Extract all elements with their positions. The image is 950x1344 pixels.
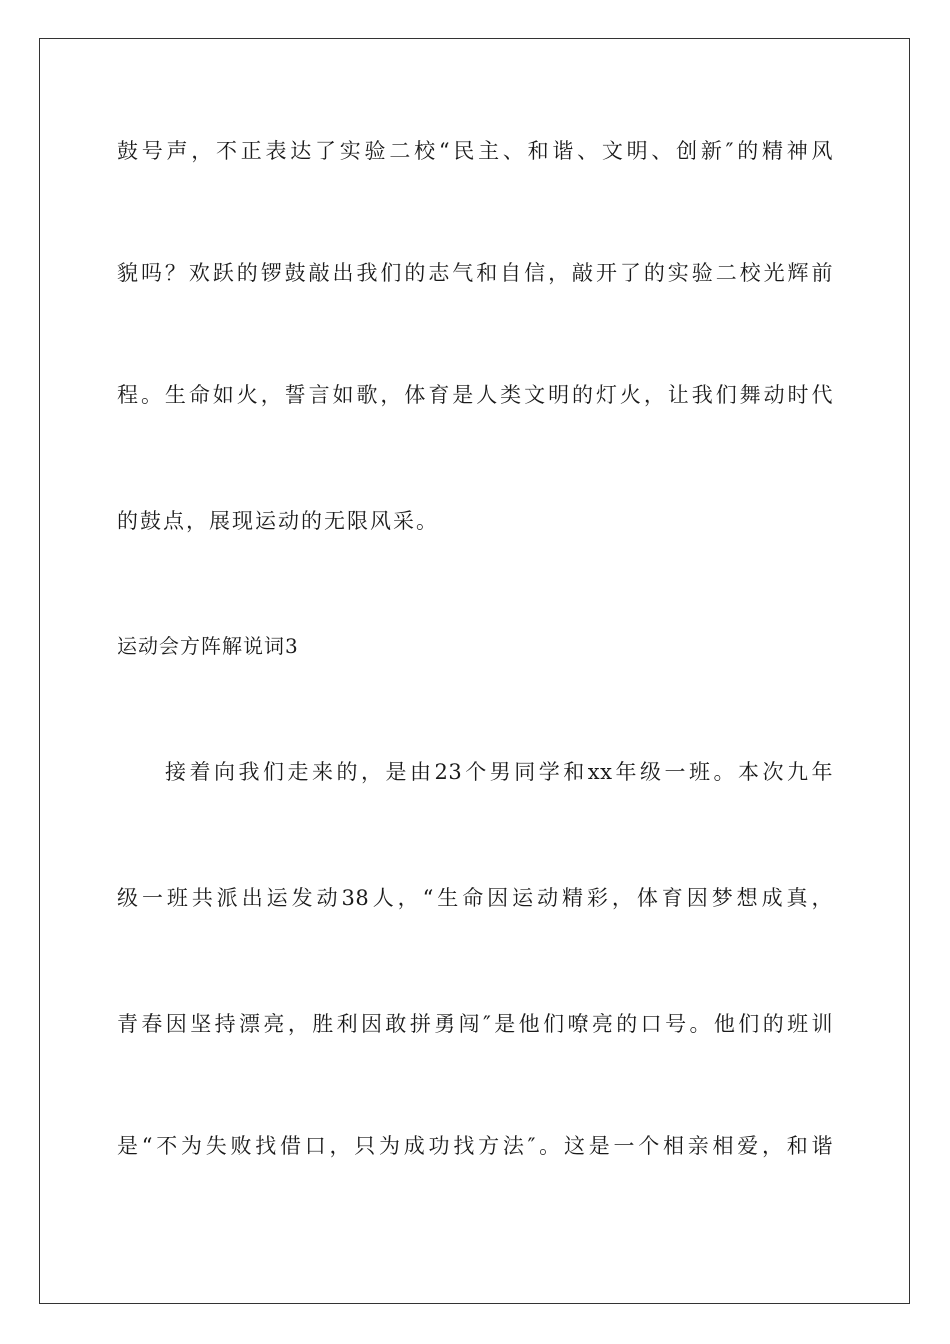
paragraph-1-line-1: 鼓号声，不正表达了实验二校“民主、和谐、文明、创新″的精神风 <box>117 139 833 163</box>
paragraph-1-line-4: 的鼓点，展现运动的无限风采。 <box>117 509 439 533</box>
paragraph-1-line-2: 貌吗？欢跃的锣鼓敲出我们的志气和自信，敲开了的实验二校光辉前 <box>117 261 833 285</box>
paragraph-1-line-3: 程。生命如火，誓言如歌，体育是人类文明的灯火，让我们舞动时代 <box>117 383 833 407</box>
section-heading: 运动会方阵解说词3 <box>117 634 299 658</box>
paragraph-2-line-2: 级一班共派出运发动38人，“生命因运动精彩，体育因梦想成真， <box>117 886 833 910</box>
paragraph-2-line-1: 接着向我们走来的，是由23个男同学和xx年级一班。本次九年 <box>165 760 833 784</box>
page-border <box>39 38 910 1304</box>
paragraph-2-line-4: 是“不为失败找借口，只为成功找方法″。这是一个相亲相爱，和谐 <box>117 1134 833 1158</box>
paragraph-2-line-3: 青春因坚持漂亮，胜利因敢拼勇闯″是他们嘹亮的口号。他们的班训 <box>117 1012 833 1036</box>
